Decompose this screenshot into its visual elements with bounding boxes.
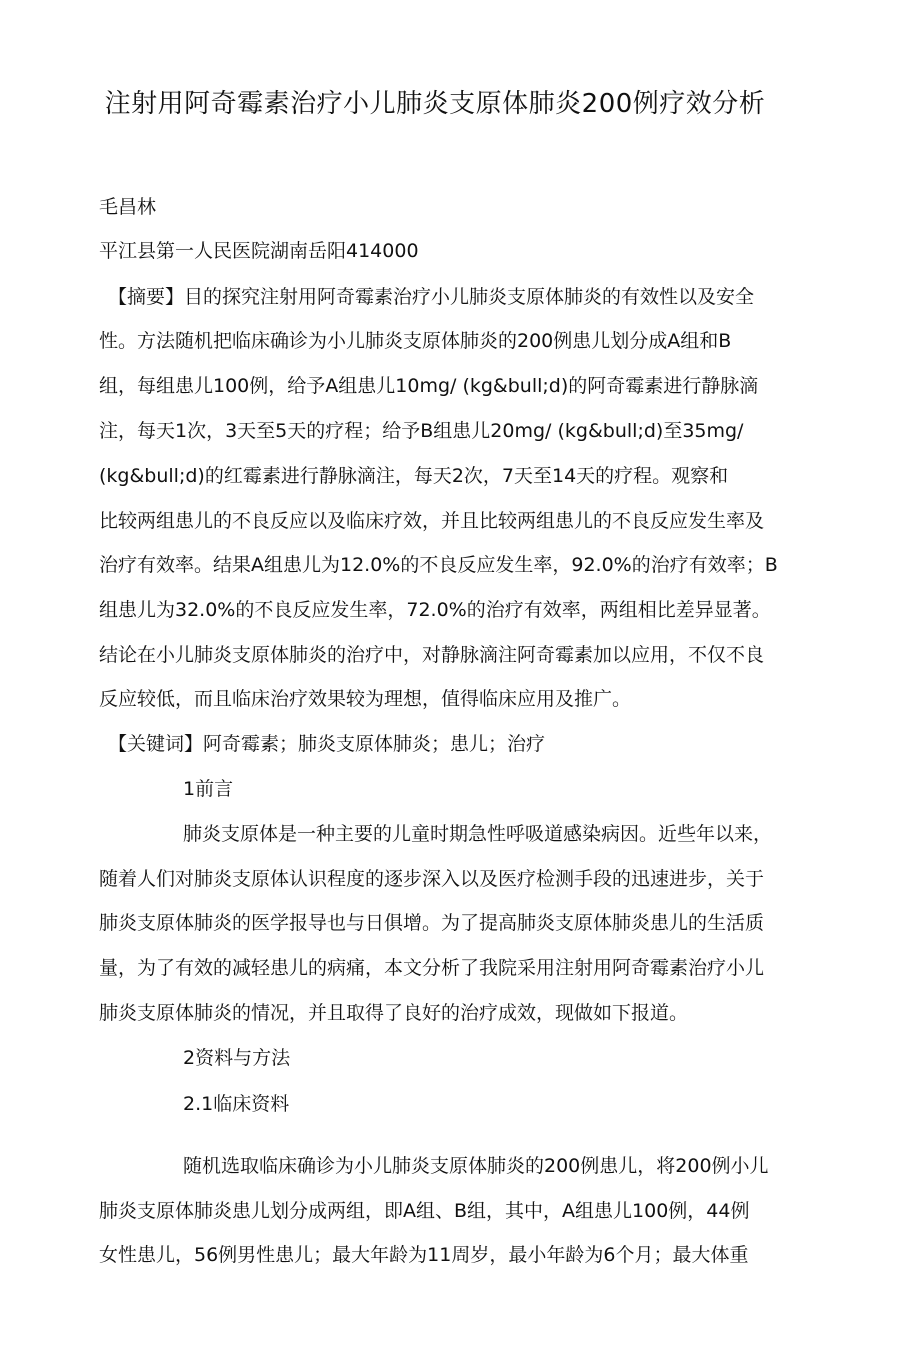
abstract-line: (kg&bull;d)的红霉素进行静脉滴注，每天2次，7天至14天的疗程。观察和 bbox=[99, 465, 729, 487]
abstract-line: 治疗有效率。结果A组患儿为12.0%的不良反应发生率，92.0%的治疗有效率；B bbox=[99, 554, 778, 576]
paragraph-line: 肺炎支原体肺炎患儿划分成两组，即A组、B组，其中，A组患儿100例，44例 bbox=[99, 1200, 750, 1222]
abstract-line: 性。方法随机把临床确诊为小儿肺炎支原体肺炎的200例患儿划分成A组和B bbox=[99, 330, 732, 352]
keywords: 【关键词】阿奇霉素；肺炎支原体肺炎；患儿；治疗 bbox=[108, 733, 546, 755]
abstract-line: 反应较低，而且临床治疗效果较为理想，值得临床应用及推广。 bbox=[99, 688, 632, 710]
subsection-heading: 2.1临床资料 bbox=[183, 1093, 290, 1115]
abstract-line: 比较两组患儿的不良反应以及临床疗效，并且比较两组患儿的不良反应发生率及 bbox=[99, 510, 765, 532]
abstract-line: 结论在小儿肺炎支原体肺炎的治疗中，对静脉滴注阿奇霉素加以应用，不仅不良 bbox=[99, 644, 765, 666]
paragraph-line: 随着人们对肺炎支原体认识程度的逐步深入以及医疗检测手段的迅速进步，关于 bbox=[99, 868, 765, 890]
section-heading: 1前言 bbox=[183, 778, 234, 800]
abstract-line: 注，每天1次，3天至5天的疗程；给予B组患儿20mg/ (kg&bull;d)至35mg/ bbox=[99, 420, 744, 442]
author-affiliation: 平江县第一人民医院湖南岳阳414000 bbox=[99, 240, 419, 262]
author-name: 毛昌林 bbox=[99, 196, 157, 218]
abstract-line: 组患儿为32.0%的不良反应发生率，72.0%的治疗有效率，两组相比差异显著。 bbox=[99, 599, 771, 621]
abstract-line: 组，每组患儿100例，给予A组患儿10mg/ (kg&bull;d)的阿奇霉素进行静脉滴 bbox=[99, 375, 759, 397]
abstract-line: 【摘要】目的探究注射用阿奇霉素治疗小儿肺炎支原体肺炎的有效性以及安全 bbox=[108, 286, 755, 308]
paragraph-line: 肺炎支原体是一种主要的儿童时期急性呼吸道感染病因。近些年以来， bbox=[183, 823, 773, 845]
paragraph-line: 女性患儿，56例男性患儿；最大年龄为11周岁，最小年龄为6个月；最大体重 bbox=[99, 1244, 749, 1266]
paragraph-line: 肺炎支原体肺炎的情况，并且取得了良好的治疗成效，现做如下报道。 bbox=[99, 1002, 689, 1024]
paragraph-line: 随机选取临床确诊为小儿肺炎支原体肺炎的200例患儿，将200例小儿 bbox=[183, 1155, 769, 1177]
document-title: 注射用阿奇霉素治疗小儿肺炎支原体肺炎200例疗效分析 bbox=[104, 89, 766, 119]
paragraph-line: 肺炎支原体肺炎的医学报导也与日俱增。为了提高肺炎支原体肺炎患儿的生活质 bbox=[99, 912, 765, 934]
paragraph-line: 量，为了有效的减轻患儿的病痛，本文分析了我院采用注射用阿奇霉素治疗小儿 bbox=[99, 957, 765, 979]
section-heading: 2资料与方法 bbox=[183, 1047, 291, 1069]
